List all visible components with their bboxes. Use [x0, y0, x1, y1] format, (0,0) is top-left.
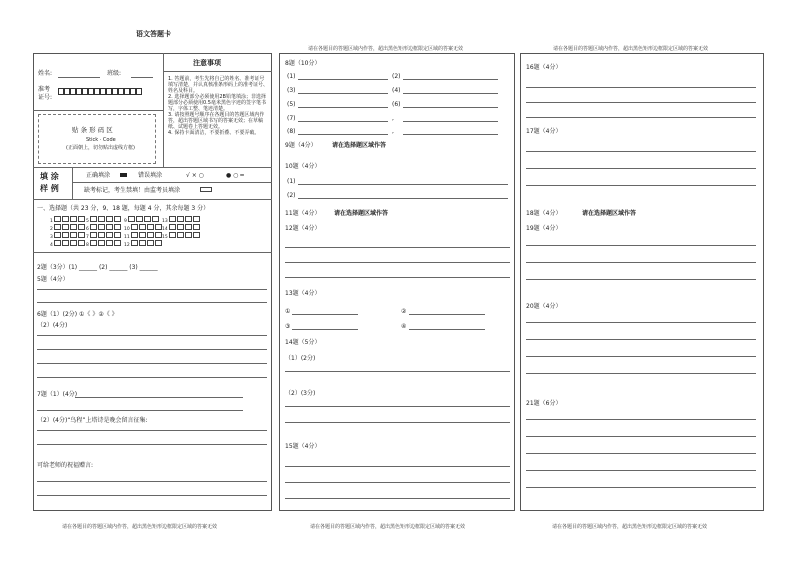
answer-line[interactable] [526, 151, 756, 152]
answer-line[interactable] [285, 466, 510, 467]
answer-line[interactable] [37, 481, 267, 482]
divider [163, 71, 272, 72]
answer-line[interactable] [37, 430, 267, 431]
answer-line[interactable] [403, 93, 498, 94]
answer-line[interactable] [526, 453, 756, 454]
answer-line[interactable] [285, 247, 510, 248]
q9-text: 9题（4分） [285, 142, 317, 149]
q8-item: (7) [287, 115, 296, 122]
answer-line[interactable] [298, 93, 388, 94]
barcode-sub2: (正面朝上，切勿贴出虚线方框) [66, 145, 135, 151]
q6a-text: 6题（1）(2分) ①《 》②《 》 [37, 311, 118, 318]
notes-list [168, 76, 268, 136]
mc-number: 10 [124, 227, 130, 232]
q7b-text: （2）(4分)“鸟程”上塔诗是晚会留言征集: [37, 417, 148, 424]
ticket-label-2: 证号: [38, 94, 53, 101]
q8-item: (8) [287, 128, 296, 135]
answer-line[interactable] [526, 436, 756, 437]
wrong-fill-marks-dots: ● ○ ━ [226, 172, 244, 179]
ticket-number-grid[interactable] [58, 88, 142, 97]
answer-line[interactable] [403, 134, 498, 135]
q8-comma: , [392, 115, 394, 122]
q19-text: 19题（4分） [526, 225, 562, 232]
q18-text: 18题（4分） [526, 210, 562, 217]
divider [33, 167, 272, 168]
answer-line[interactable] [285, 406, 510, 407]
answer-line[interactable] [285, 422, 510, 423]
absent-checkbox[interactable] [200, 187, 212, 192]
answer-line[interactable] [37, 495, 267, 496]
name-label: 姓名: [38, 70, 53, 77]
mc-number: 14 [162, 227, 168, 232]
answer-line[interactable] [37, 349, 267, 350]
q14-item: （1）(2分) [285, 355, 316, 362]
q7a-text: 7题（1）(4分) [37, 391, 78, 398]
q13-item: ② [401, 308, 407, 315]
answer-line[interactable] [37, 377, 267, 378]
answer-line[interactable] [75, 397, 243, 398]
fill-label-1: 填 涂 [40, 172, 59, 181]
q8-item: (6) [392, 101, 401, 108]
q8-text: 8题（10分） [285, 60, 321, 67]
answer-line[interactable] [526, 487, 756, 488]
answer-line[interactable] [526, 373, 756, 374]
q13-item: ③ [285, 323, 291, 330]
mc-number: 13 [162, 219, 168, 224]
q8-item: (5) [287, 101, 296, 108]
answer-line[interactable] [526, 117, 756, 118]
answer-line[interactable] [298, 121, 388, 122]
q5-text: 5题（4分） [37, 276, 69, 283]
answer-line[interactable] [298, 134, 388, 135]
q10-item: (2) [287, 192, 296, 199]
answer-line[interactable] [298, 198, 508, 199]
q2-text: 2题（3分）(1) ______ (2) ______ (3) ______ [37, 264, 158, 271]
divider [33, 110, 163, 111]
barcode-sub1: Stick · Code [86, 137, 116, 143]
divider [33, 199, 272, 200]
correct-fill-label: 正确填涂 [86, 172, 111, 179]
name-field[interactable] [58, 77, 100, 78]
answer-line[interactable] [526, 262, 756, 263]
answer-line[interactable] [37, 363, 267, 364]
q14-item: （2）(3分) [285, 390, 316, 397]
right-column [520, 53, 764, 511]
bottom-notice-middle: 请在各题目的答题区域内作答，超出黑色矩形边框限定区域的答案无效 [310, 524, 466, 530]
answer-line[interactable] [285, 498, 510, 499]
mc-number: 8 [86, 243, 89, 248]
q8-item: (4) [392, 87, 401, 94]
answer-line[interactable] [403, 79, 498, 80]
bottom-notice-right: 请在各题目的答题区域内作答，超出黑色矩形边框限定区域的答案无效 [552, 524, 708, 530]
answer-line[interactable] [409, 329, 485, 330]
answer-line[interactable] [37, 410, 243, 411]
q16-text: 16题（4分） [526, 64, 562, 71]
answer-line[interactable] [285, 262, 510, 263]
q6b-text: （2）(4分) [37, 322, 68, 329]
answer-line[interactable] [526, 185, 756, 186]
answer-line[interactable] [526, 470, 756, 471]
notes-item: 4. 保持卡面清洁，不要折叠、不要弄破。 [168, 130, 260, 136]
answer-line[interactable] [526, 322, 756, 323]
q10-item: (1) [287, 178, 296, 185]
answer-line[interactable] [37, 289, 267, 290]
mc-number: 11 [124, 235, 130, 240]
page-title: 语文答题卡 [136, 30, 171, 38]
top-notice-right: 请在各题目的答题区域内作答，超出黑色矩形边框限定区域的答案无效 [553, 46, 709, 52]
q7c-text: 可给老师的祝福赠言: [37, 462, 94, 469]
q18-note: 请在选择题区域作答 [582, 210, 637, 217]
q14-text: 14题（5分） [285, 339, 321, 346]
mc-number: 15 [162, 235, 168, 240]
q13-text: 13题（4分） [285, 290, 321, 297]
answer-line[interactable] [526, 356, 756, 357]
q17-text: 17题（4分） [526, 128, 562, 135]
mc-number: 7 [86, 235, 89, 240]
q13-item: ④ [401, 323, 407, 330]
answer-line[interactable] [526, 102, 756, 103]
q21-text: 21题（6分） [526, 400, 562, 407]
wrong-fill-marks: √ × ○ [186, 172, 204, 179]
answer-line[interactable] [526, 339, 756, 340]
answer-line[interactable] [526, 279, 756, 280]
notes-item: 3. 请按照题号顺序在各题目的答题区域内作答，超出答题区域书写的答案无效；在草稿纸、试题卷上答题无效。 [168, 112, 265, 130]
answer-line[interactable] [37, 444, 267, 445]
answer-line[interactable] [298, 107, 388, 108]
class-field[interactable] [131, 77, 153, 78]
answer-line[interactable] [285, 371, 510, 372]
mc-number: 2 [50, 227, 53, 232]
absent-label: 缺考标记，考生禁填！由监考员填涂 [84, 187, 181, 194]
answer-line[interactable] [409, 314, 485, 315]
answer-line[interactable] [526, 168, 756, 169]
answer-line[interactable] [403, 121, 498, 122]
wrong-fill-label: 错误填涂 [138, 172, 163, 179]
answer-line[interactable] [298, 79, 388, 80]
bottom-notice-left: 请在各题目的答题区域内作答，超出黑色矩形边框限定区域的答案无效 [62, 524, 218, 530]
mc-number: 4 [50, 243, 53, 248]
answer-line[interactable] [292, 314, 358, 315]
answer-line[interactable] [298, 184, 508, 185]
q13-item: ① [285, 308, 291, 315]
answer-line[interactable] [403, 107, 498, 108]
fill-label-2: 样 例 [40, 184, 59, 193]
q11-text: 11题（4分） [285, 210, 321, 217]
notes-title: 注意事项 [193, 59, 221, 67]
q10-text: 10题（4分） [285, 163, 321, 170]
divider [33, 252, 272, 253]
answer-line[interactable] [292, 329, 358, 330]
q11-note: 请在选择题区域作答 [334, 210, 389, 217]
q15-text: 15题（4分） [285, 443, 321, 450]
ticket-label-1: 准考 [38, 86, 51, 93]
mc-title: 一、选择题（共 23 分，9、18 题，每题 4 分，其余每题 3 分） [37, 205, 210, 212]
notes-item: 1. 答题前，考生先将自己的姓名、准考证号填写清楚，并认真核准条形码上的准考证号、姓名及科目。 [168, 76, 269, 94]
q8-item: (1) [287, 73, 296, 80]
mc-number: 3 [50, 235, 53, 240]
answer-line[interactable] [526, 419, 756, 420]
mc-number: 9 [124, 219, 127, 224]
answer-line[interactable] [285, 277, 510, 278]
class-label: 班级: [107, 70, 122, 77]
q9-note: 请在选择题区域作答 [332, 142, 387, 149]
answer-line[interactable] [37, 335, 267, 336]
answer-line[interactable] [526, 87, 756, 88]
mc-number: 12 [124, 243, 130, 248]
divider [72, 182, 272, 183]
answer-line[interactable] [37, 302, 267, 303]
mc-number: 5 [86, 219, 89, 224]
answer-line[interactable] [285, 482, 510, 483]
barcode-title: 贴 条 形 码 区 [72, 126, 113, 134]
correct-fill-mark [120, 173, 127, 177]
top-notice-middle: 请在各题目的答题区域内作答，超出黑色矩形边框限定区域的答案无效 [308, 46, 464, 52]
divider [72, 167, 73, 199]
q12-text: 12题（4分） [285, 225, 321, 232]
q8-item: (3) [287, 87, 296, 94]
mc-number: 1 [50, 219, 53, 224]
q8-comma: , [392, 128, 394, 135]
q20-text: 20题（4分） [526, 303, 562, 310]
answer-line[interactable] [526, 245, 756, 246]
q8-item: (2) [392, 73, 401, 80]
notes-item: 2. 选择题部分必须使用2B铅笔填涂；非选择题部分必须使用0.5毫米黑色字迹的签字笔书写，字体工整、笔迹清楚。 [168, 94, 266, 112]
mc-number: 6 [86, 227, 89, 232]
